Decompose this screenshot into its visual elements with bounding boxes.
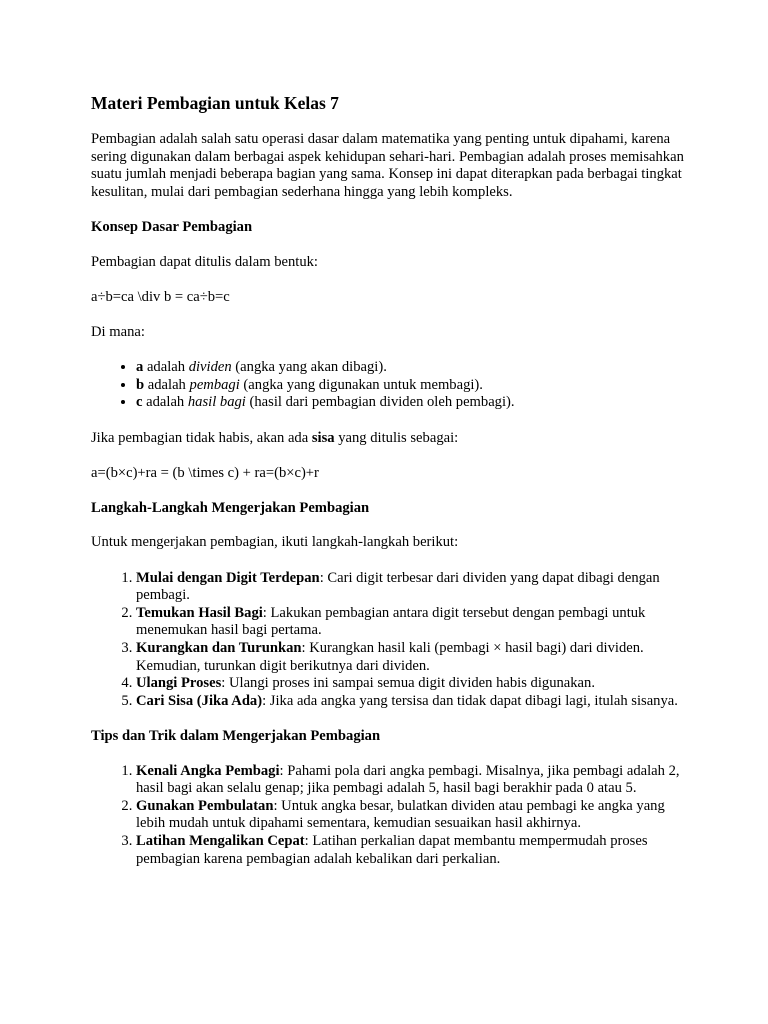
variable-definition-list <box>91 359 691 412</box>
heading-tips-trik: Tips dan Trik dalam Mengerjakan Pembagian <box>91 728 381 744</box>
list-item: 4. Ulangi Proses: Ulangi proses ini sampai semua digit dividen habis digunakan. <box>136 675 691 693</box>
intro-paragraph: Pembagian adalah salah satu operasi dasar dalam matematika yang penting untuk dipahami, karena sering digunakan dalam berbagai aspek kehidupan sehari-hari. Pembagian adalah proses memisahkan suatu jumlah menjadi beberapa bagian yang sama. Konsep ini dapat diterapkan pada berbagai tingkat kesulitan, mulai dari pembagian sederhana hingga yang lebih kompleks. <box>91 131 684 200</box>
list-item: 3. Latihan Mengalikan Cepat: Latihan perkalian dapat membantu mempermudah proses pembagian karena pembagian adalah kebalikan dari perkalian. <box>136 833 691 868</box>
steps-intro-paragraph: Untuk mengerjakan pembagian, ikuti langkah-langkah berikut: <box>91 534 459 551</box>
list-item: • a adalah dividen (angka yang akan dibagi). <box>136 359 691 377</box>
list-item: • c adalah hasil bagi (hasil dari pembagian dividen oleh pembagi). <box>136 394 691 412</box>
document-title: Materi Pembagian untuk Kelas 7 <box>91 93 339 113</box>
list-item: 1. Kenali Angka Pembagi: Pahami pola dari angka pembagi. Misalnya, jika pembagi adalah 2, hasil bagi akan selalu genap; jika pembagi adalah 5, hasil bagi berakhir pada 0 atau 5. <box>136 763 691 798</box>
tips-list <box>91 763 691 869</box>
list-item: 2. Gunakan Pembulatan: Untuk angka besar, bulatkan dividen atau pembagi ke angka yang lebih mudah untuk dipahami sementara, kemudian sesuaikan hasil akhirnya. <box>136 798 691 833</box>
heading-langkah-langkah: Langkah-Langkah Mengerjakan Pembagian <box>91 499 370 516</box>
steps-list <box>91 570 691 711</box>
list-item: 5. Cari Sisa (Jika Ada): Jika ada angka yang tersisa dan tidak dapat dibagi lagi, itulah sisanya. <box>136 693 691 711</box>
where-label: Di mana: <box>91 323 145 340</box>
list-item: • b adalah pembagi (angka yang digunakan untuk membagi). <box>136 377 691 395</box>
list-item: 3. Kurangkan dan Turunkan: Kurangkan hasil kali (pembagi × hasil bagi) dari dividen. Kemudian, turunkan digit berikutnya dari dividen. <box>136 640 691 675</box>
list-item: 2. Temukan Hasil Bagi: Lakukan pembagian antara digit tersebut dengan pembagi untuk menemukan hasil bagi pertama. <box>136 605 691 640</box>
document-page <box>91 92 691 886</box>
remainder-formula: a=(b×c)+ra = (b \times c) + ra=(b×c)+r <box>91 464 319 481</box>
form-intro-paragraph: Pembagian dapat ditulis dalam bentuk: <box>91 253 318 270</box>
list-item: 1. Mulai dengan Digit Terdepan: Cari digit terbesar dari dividen yang dapat dibagi dengan pembagi. <box>136 570 691 605</box>
remainder-paragraph: Jika pembagian tidak habis, akan ada sisa yang ditulis sebagai: <box>91 429 459 446</box>
heading-konsep-dasar: Konsep Dasar Pembagian <box>91 218 253 235</box>
division-formula: a÷b=ca \div b = ca÷b=c <box>91 288 230 305</box>
